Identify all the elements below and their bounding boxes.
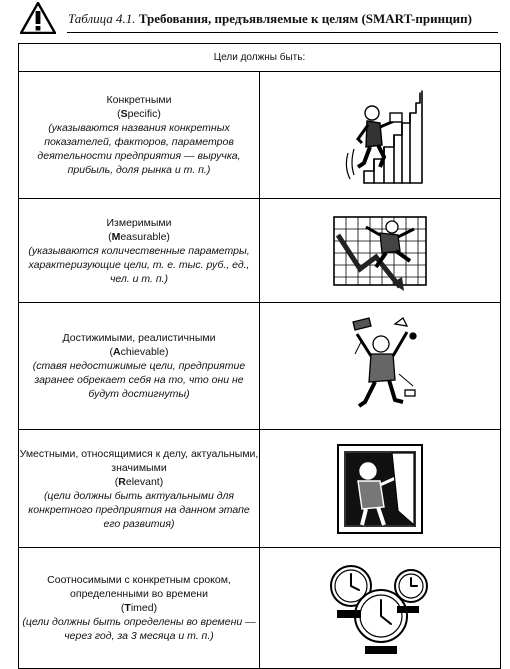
table-row — [19, 199, 501, 303]
table-header: Цели должны быть: — [19, 44, 501, 72]
picture-cell — [260, 430, 501, 548]
table-row — [19, 548, 501, 669]
criterion-letter: A — [113, 346, 121, 358]
warning-triangle-icon — [20, 2, 56, 34]
table-caption-area — [18, 2, 498, 34]
clocks-icon — [325, 556, 435, 660]
caption-lead: Таблица 4.1. — [68, 11, 136, 26]
criterion-cell — [19, 303, 260, 430]
caption-title: Требования, предъявляемые к целям (SMART-принцип) — [138, 11, 472, 26]
smart-table — [18, 43, 501, 669]
criterion-english: (Measurable) — [108, 230, 170, 243]
criterion-note: (цели должны быть определены во времени — через год, за 3 месяца и т. п.) — [22, 616, 256, 642]
businessman-falling-chart-icon — [330, 209, 430, 293]
criterion-main: Конкретными — [106, 94, 172, 106]
criterion-letter: M — [111, 230, 121, 243]
criterion-main: Соотносимыми с конкретным сроком, определенными во времени — [47, 574, 231, 600]
picture-cell — [260, 548, 501, 669]
criterion-english: (Relevant) — [114, 475, 164, 488]
criterion-cell — [19, 548, 260, 669]
man-in-door-icon — [332, 441, 428, 537]
criterion-note: (указываются количественные параметры, характеризующие цели, т. е. тыс. руб., ед., чел. и т. п.) — [28, 244, 250, 285]
table-row — [19, 72, 501, 199]
criterion-english: (Specific) — [117, 108, 161, 120]
criterion-letter: R — [118, 475, 126, 488]
criterion-cell — [19, 430, 260, 548]
criterion-letter: S — [120, 108, 128, 120]
caption-rule — [67, 32, 498, 33]
picture-cell — [260, 303, 501, 430]
criterion-english: (Achievable) — [109, 346, 169, 358]
table-row — [19, 430, 501, 548]
criterion-cell — [19, 199, 260, 303]
criterion-note: (указываются названия конкретных показателей, факторов, параметров деятельности предприятия — выручка, прибыль, доля рынка и т. п.) — [37, 122, 241, 176]
juggling-man-icon — [335, 314, 425, 418]
criterion-main: Измеримыми — [106, 216, 172, 229]
businessman-climbing-stairs-icon — [334, 83, 426, 187]
picture-cell — [260, 199, 501, 303]
criterion-letter: T — [124, 602, 131, 614]
table-caption — [68, 11, 472, 27]
criterion-note: (ставя недостижимые цели, предприятие заранее обрекает себя на то, что они не будут достигнуты) — [32, 360, 246, 400]
table-row — [19, 303, 501, 430]
criterion-main: Достижимыми, реалистичными — [62, 332, 216, 344]
table-header-row — [19, 44, 501, 72]
criterion-note: (цели должны быть актуальными для конкретного предприятия на данном этапе его развития) — [28, 489, 250, 530]
criterion-english: (Timed) — [120, 602, 158, 614]
picture-cell — [260, 72, 501, 199]
criterion-cell — [19, 72, 260, 199]
criterion-main: Уместными, относящимися к делу, актуальными, значимыми — [19, 447, 259, 474]
